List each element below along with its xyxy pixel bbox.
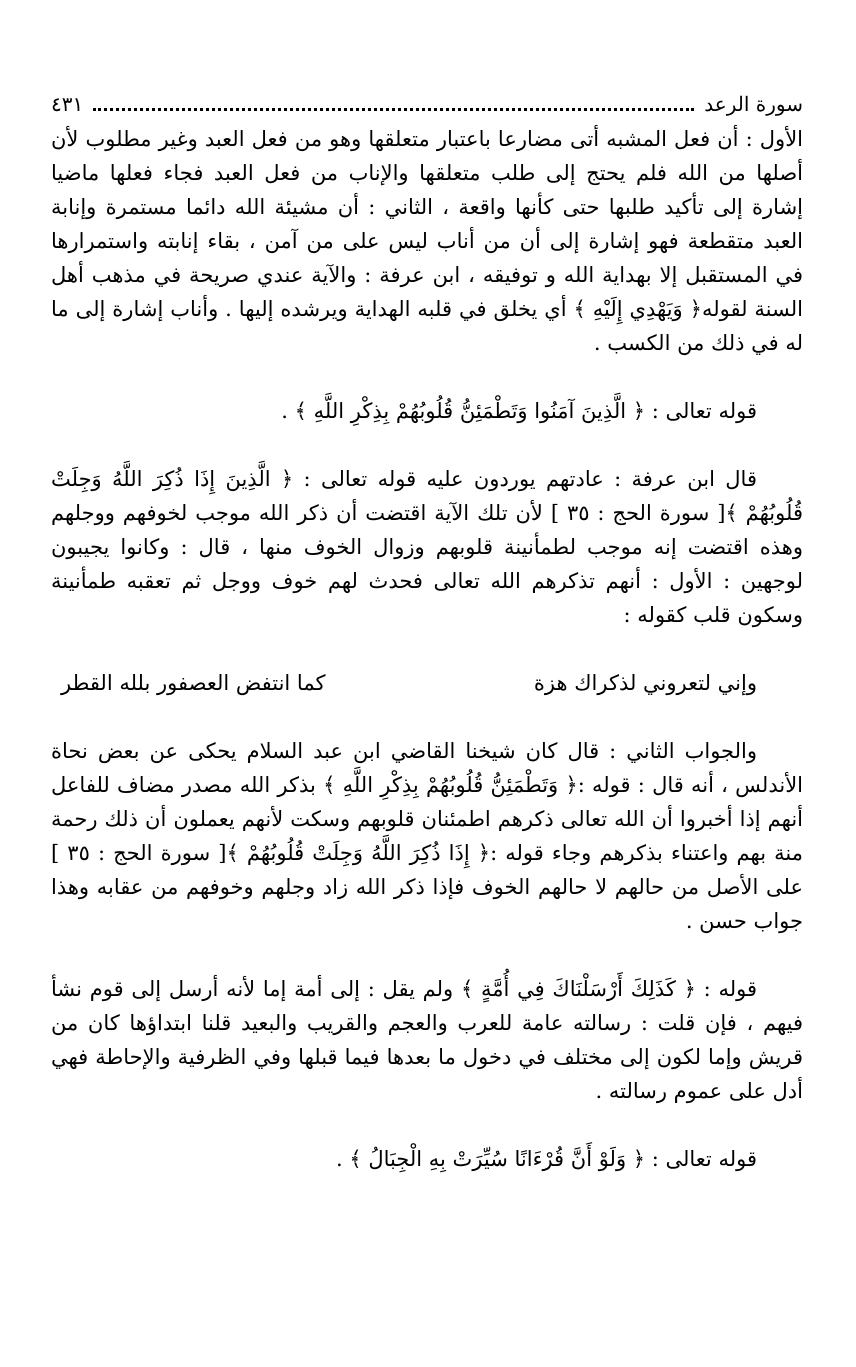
verse-heading-1: قوله تعالى : ﴿ الَّذِينَ آمَنُوا وَتَطْمَئِنُّ قُلُوبُهُمْ بِذِكْرِ اللَّهِ ﴾ . [281, 399, 757, 423]
page-header [51, 92, 803, 122]
poem-hemistich-first: وإني لتعروني لذكراك هزة [533, 671, 757, 695]
surah-title: سورة الرعد [704, 92, 803, 116]
header-dotted-leader [93, 96, 694, 111]
poem-hemistich-second: كما انتفض العصفور بلله القطر [61, 671, 326, 695]
paragraph-3: والجواب الثاني : قال كان شيخنا القاضي ابن عبد السلام يحكى عن بعض نحاة الأندلس ، أنه قال : قوله :﴿ وَتَطْمَئِنُّ قُلُوبُهُمْ بِذِكْرِ اللَّهِ ﴾ بذكر الله مصدر مضاف للفاعل أنهم إذا أخبروا أن الله تعالى ذكرهم اطمئنان قلوبهم وسكت لأنهم يعملون أن ذلك رحمة منة بهم واعتناء بذكرهم وجاء قوله :﴿ إِذَا ذُكِرَ اللَّهُ وَجِلَتْ قُلُوبُهُمْ ﴾[ سورة الحج : ٣٥ ] على الأصل من حالهم لا حالهم الخوف فإذا ذكر الله زاد وجلهم وخوفهم من عقابه وهذا جواب حسن . [51, 739, 803, 933]
verse-heading-2: قوله تعالى : ﴿ وَلَوْ أَنَّ قُرْءَانًا سُيِّرَتْ بِهِ الْجِبَالُ ﴾ . [335, 1147, 757, 1171]
poem-verse [51, 666, 803, 700]
page-number: ٤٣١ [51, 92, 84, 116]
paragraph-2: قال ابن عرفة : عادتهم يوردون عليه قوله تعالى : ﴿ الَّذِينَ إِذَا ذُكِرَ اللَّهُ وَجِلَتْ قُلُوبُهُمْ ﴾[ سورة الحج : ٣٥ ] لأن تلك الآية اقتضت أن ذكر الله موجب لخوفهم ووجلهم وهذه اقتضت إنه موجب لطمأنينة قلوبهم وزوال الخوف منها ، قال : وكانوا يجيبون لوجهين : الأول : أنهم تذكرهم الله تعالى فحدث لهم خوف ووجل ثم تعقبه طمأنينة وسكون قلب كقوله : [51, 467, 803, 627]
paragraph-4: قوله : ﴿ كَذَلِكَ أَرْسَلْنَاكَ فِي أُمَّةٍ ﴾ ولم يقل : إلى أمة إما لأنه أرسل إلى قوم نشأ فيهم ، فإن قلت : رسالته عامة للعرب والعجم والقريب والبعيد قلنا ابتداؤها كان من قريش وإما لكون إلى مختلف في دخول ما بعدها فيما قبلها وفي الظرفية والإحاطة فهي أدل على عموم رسالته . [51, 977, 803, 1103]
paragraph-1: الأول : أن فعل المشبه أتى مضارعا باعتبار متعلقها وهو من فعل العبد وغير مطلوب لأن أصلها من الله فلم يحتج إلى طلب متعلقها والإناب من فعل العبد فجاء فعلها ماضيا إشارة إلى تأكيد طلبها حتى كأنها واقعة ، الثاني : أن مشيئة الله دائما مستمرة وإنابة العبد متقطعة فهو إشارة إلى أن من أناب ليس على من آمن ، بقاء إنابته واستمرارها في المستقبل إلا بهداية الله و توفيقه ، ابن عرفة : والآية عندي صريحة في مذهب أهل السنة لقوله﴿ وَيَهْدِي إِلَيْهِ ﴾ أي يخلق في قلبه الهداية ويرشده إليها . وأناب إشارة إلى ما له في ذلك من الكسب . [51, 127, 803, 355]
